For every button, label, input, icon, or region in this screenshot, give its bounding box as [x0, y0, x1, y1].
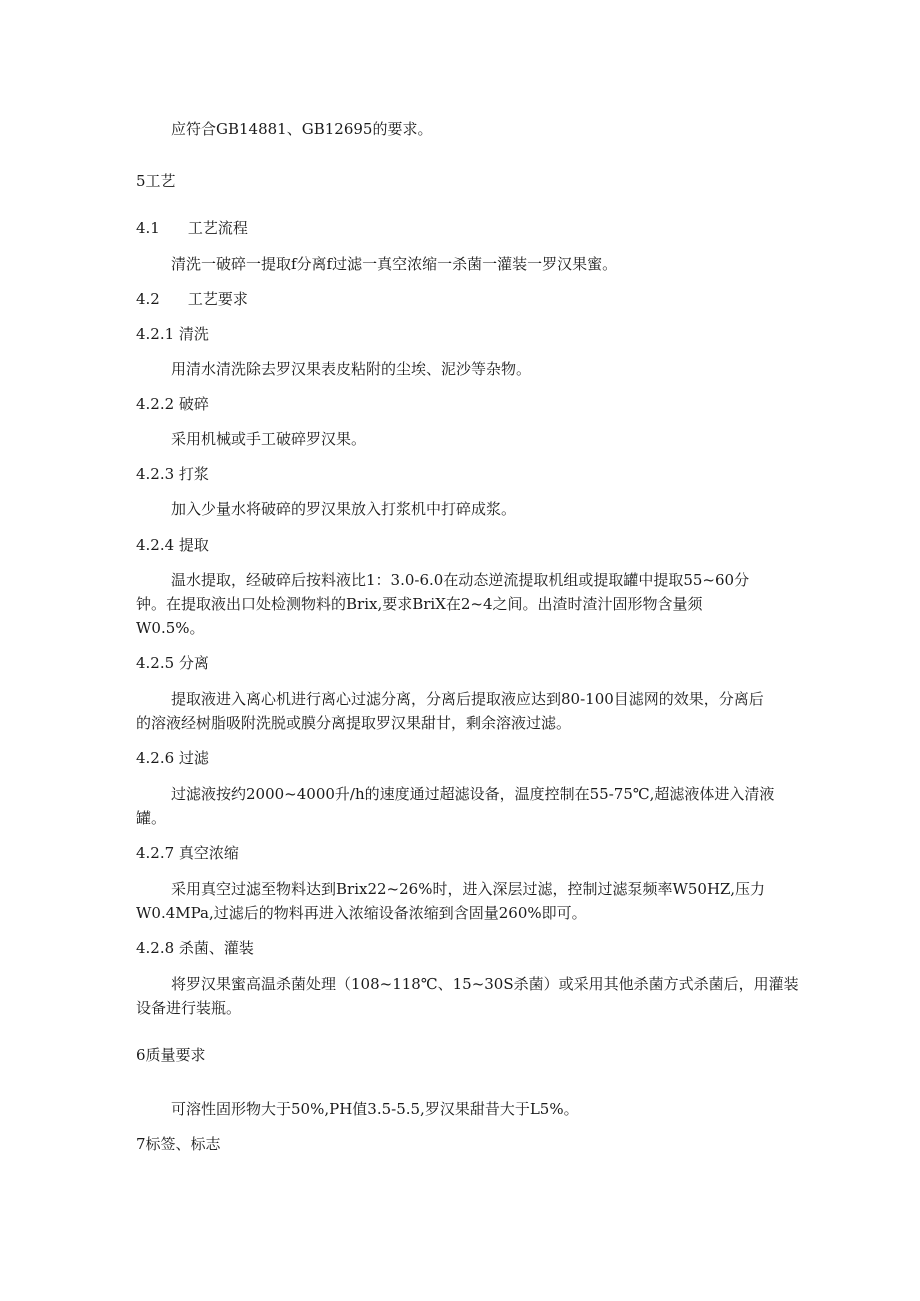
paragraph-4-2-6-line-1: 过滤液按约2000~4000升/h的速度通过超滤设备，温度控制在55-75℃,超滤液体进入清液 [171, 785, 775, 803]
paragraph-4-2-7-line-1: 采用真空过滤至物料达到Brix22~26%时，进入深层过滤，控制过滤泵频率W50HZ,压力 [171, 880, 765, 898]
heading-section-5: 5工艺 [136, 172, 176, 190]
paragraph-4-2-6-line-2: 罐。 [136, 809, 167, 827]
heading-4-2-1: 4.2.1 清洗 [136, 325, 209, 343]
heading-4-2-7: 4.2.7 真空浓缩 [136, 844, 239, 862]
paragraph-4-2-3: 加入少量水将破碎的罗汉果放入打浆机中打碎成浆。 [171, 500, 517, 518]
paragraph-4-2-4-line-3: W0.5%。 [136, 619, 205, 637]
paragraph-4-2-8-line-2: 设备进行装瓶。 [136, 999, 242, 1017]
heading-4-2-number: 4.2 [136, 290, 160, 308]
paragraph-standards: 应符合GB14881、GB12695的要求。 [171, 120, 433, 138]
heading-4-2-title: 工艺要求 [187, 290, 248, 308]
heading-4-1-number: 4.1 [136, 219, 160, 237]
heading-4-2-5: 4.2.5 分离 [136, 654, 209, 672]
heading-4-2-8: 4.2.8 杀菌、灌装 [136, 939, 254, 957]
heading-4-2 [136, 292, 248, 307]
paragraph-4-2-7-line-2: W0.4MPa,过滤后的物料再进入浓缩设备浓缩到含固量260%即可。 [136, 904, 587, 922]
heading-4-1 [136, 221, 248, 236]
paragraph-4-2-5-line-1: 提取液进入离心机进行离心过滤分离，分离后提取液应达到80-100目滤网的效果，分离后 [171, 690, 764, 708]
heading-4-2-4: 4.2.4 提取 [136, 536, 209, 554]
heading-section-6: 6质量要求 [136, 1046, 206, 1064]
paragraph-process-flow: 清洗一破碎一提取f分离f过滤一真空浓缩一杀菌一灌装一罗汉果蜜。 [171, 255, 618, 273]
paragraph-4-2-2: 采用机械或手工破碎罗汉果。 [171, 430, 367, 448]
heading-4-2-6: 4.2.6 过滤 [136, 749, 209, 767]
heading-4-2-3: 4.2.3 打浆 [136, 465, 209, 483]
heading-4-1-title: 工艺流程 [187, 219, 248, 237]
paragraph-quality: 可溶性固形物大于50%,PH值3.5-5.5,罗汉果甜昔大于L5%。 [171, 1100, 579, 1118]
paragraph-4-2-5-line-2: 的溶液经树脂吸附洗脱或膜分离提取罗汉果甜甘，剩余溶液过滤。 [136, 714, 572, 732]
paragraph-4-2-8-line-1: 将罗汉果蜜高温杀菌处理（108~118℃、15~30S杀菌）或采用其他杀菌方式杀菌后，用灌装 [171, 975, 799, 993]
heading-section-7: 7标签、标志 [136, 1135, 221, 1153]
paragraph-4-2-1: 用清水清洗除去罗汉果表皮粘附的尘埃、泥沙等杂物。 [171, 360, 532, 378]
paragraph-4-2-4-line-2: 钟。在提取液出口处检测物料的Brix,要求BriX在2~4之间。出渣时渣汁固形物含量须 [136, 595, 703, 613]
heading-4-2-2: 4.2.2 破碎 [136, 395, 209, 413]
paragraph-4-2-4-line-1: 温水提取，经破碎后按料液比1：3.0-6.0在动态逆流提取机组或提取罐中提取55~60分 [171, 571, 750, 589]
